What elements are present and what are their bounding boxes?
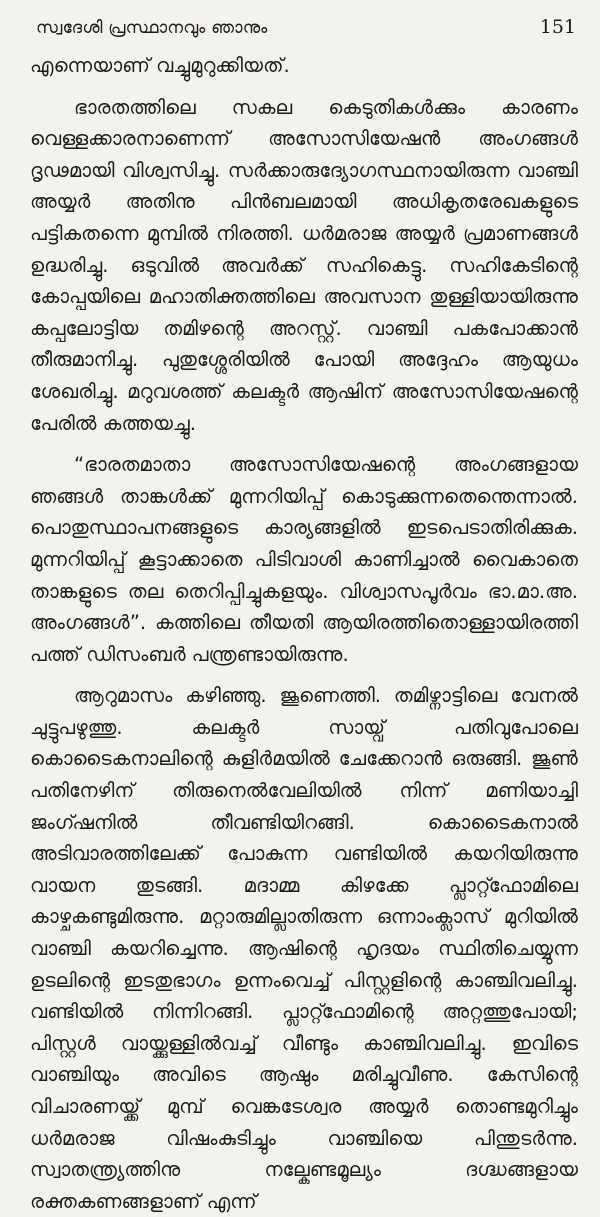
running-title: സ്വദേശി പ്രസ്ഥാനവും ഞാനും bbox=[36, 18, 268, 38]
paragraph-letter-quote: “ഭാരതമാതാ അസോസിയേഷന്റെ അംഗങ്ങളായ ഞങ്ങൾ താങ്കൾക്ക് മുന്നറിയിപ്പ് കൊടുക്കുന്നതെന്തെന്നാൽ. പൊതുസ്ഥാപനങ്ങളുടെ കാര്യങ്ങളിൽ ഇടപെടാതിരിക്കുക. മുന്നറിയിപ്പ് കൂട്ടാക്കാതെ പിടിവാശി കാണിച്ചാൽ വൈകാതെ താങ്കളുടെ തല തെറിപ്പിച്ചുകളയും. വിശ്വാസപൂർവം ഭാ.മാ.അ. അംഗങ്ങൾ”. കത്തിലെ തീയതി ആയിരത്തിതൊള്ളായിരത്തി പത്ത് ഡിസംബർ പന്ത്രണ്ടായിരുന്നു. bbox=[30, 453, 578, 666]
page-number: 151 bbox=[539, 16, 576, 38]
body-text bbox=[30, 50, 578, 1217]
paragraph: ഭാരതത്തിലെ സകല കെടുതികൾക്കും കാരണം വെള്ളക്കാരനാണെന്ന് അസോസിയേഷൻ അംഗങ്ങൾ ദൃഢമായി വിശ്വസിച്ചു. സർക്കാരുദ്യോഗസ്ഥനായിരുന്ന വാഞ്ചി അയ്യർ അതിനു പിൻബലമായി അധികൃതരേഖകളുടെ പട്ടികതന്നെ മുമ്പിൽ നിരത്തി. ധർമരാജ അയ്യർ പ്രമാണങ്ങൾ ഉദ്ധരിച്ചു. ഒടുവിൽ അവർക്ക് സഹികെട്ടു. സഹികേടിന്റെ കോപ്പയിലെ മഹാതിക്തത്തിലെ അവസാന തുള്ളിയായിരുന്നു കപ്പലോട്ടിയ തമിഴന്റെ അറസ്റ്റ്. വാഞ്ചി പകപോക്കാൻ തീരുമാനിച്ചു. പുതുശ്ശേരിയിൽ പോയി അദ്ദേഹം ആയുധം ശേഖരിച്ചു. മറുവശത്ത് കലക്ടർ ആഷിന് അസോസിയേഷന്റെ പേരിൽ കത്തയച്ചു. bbox=[30, 95, 578, 435]
page-header bbox=[30, 10, 578, 44]
paragraph: ആറുമാസം കഴിഞ്ഞു. ജൂണെത്തി. തമിഴ്നാട്ടിലെ വേനൽ ചുട്ടുപഴുത്തു. കലക്ടർ സായ്വ് പതിവുപോലെ കൊടൈകനാലിന്റെ കുളിർമയിൽ ചേക്കേറാൻ ഒരുങ്ങി. ജൂൺ പതിനേഴിന് തിരുനെൽവേലിയിൽ നിന്ന് മണിയാച്ചി ജംഗ്ഷനിൽ തീവണ്ടിയിറങ്ങി. കൊടൈകനാൽ അടിവാരത്തിലേക്ക് പോകുന്ന വണ്ടിയിൽ കയറിയിരുന്നു വായന തുടങ്ങി. മദാമ്മ കിഴക്കേ പ്ലാറ്റ്ഫോമിലെ കാഴ്ചകണ്ടുമിരുന്നു. മറ്റാരുമില്ലാതിരുന്ന ഒന്നാംക്ലാസ് മുറിയിൽ വാഞ്ചി കയറിച്ചെന്നു. ആഷിന്റെ ഹൃദയം സ്ഥിതിചെയ്യുന്ന ഉടലിന്റെ ഇടതുഭാഗം ഉന്നംവെച്ച് പിസ്റ്റളിന്റെ കാഞ്ചിവലിച്ചു. വണ്ടിയിൽ നിന്നിറങ്ങി. പ്ലാറ്റ്ഫോമിന്റെ അറ്റത്തുപോയി; പിസ്റ്റൾ വായ്ക്കുള്ളിൽവച്ച് വീണ്ടും കാഞ്ചിവലിച്ചു. ഇവിടെ വാഞ്ചിയും അവിടെ ആഷും മരിച്ചുവീണു. കേസിന്റെ വിചാരണയ്ക്ക് മുമ്പ് വെങ്കടേശ്വര അയ്യർ തൊണ്ടമുറിച്ചും ധർമരാജ വിഷംകുടിച്ചും വാഞ്ചിയെ പിന്തുടർന്നു. സ്വാതന്ത്ര്യത്തിനു നല്കേണ്ടമൂല്യം ദഗ്ദ്ധങ്ങളായ രക്തകണങ്ങളാണ് എന്ന് bbox=[30, 684, 578, 1213]
paragraph-continuation: എന്നെയാണ് വച്ചുമുറുക്കിയത്. bbox=[30, 54, 290, 77]
